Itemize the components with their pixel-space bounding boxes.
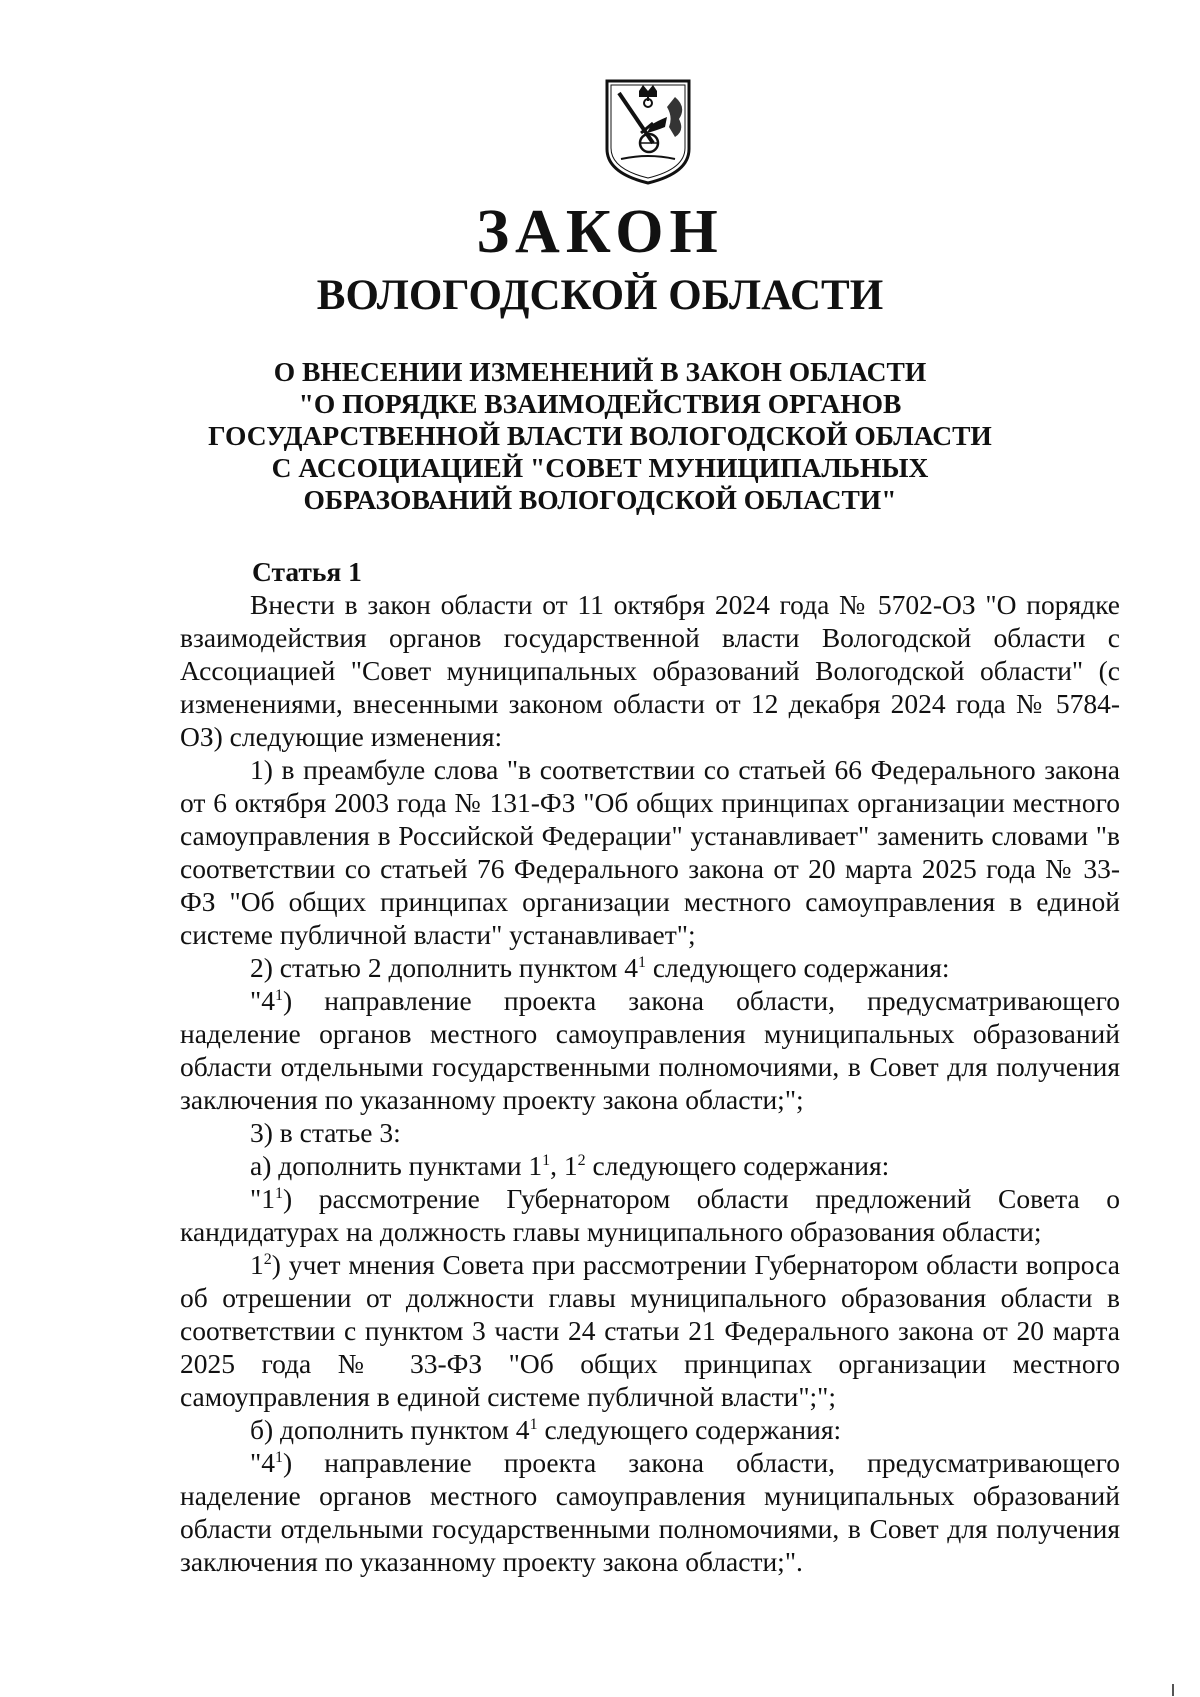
text-span: а) дополнить пунктами 1 — [250, 1150, 543, 1181]
superscript: 1 — [274, 1185, 283, 1202]
paragraph-intro: Внести в закон области от 11 октября 2024 года № 5702-ОЗ "О порядке взаимодействия органов государственной власти Вологодской области с Ассоциацией "Совет муниципальных образований Вологодской области" (с изменениями, внесенными законом области от 12 декабря 2024 года № 5784-ОЗ) следующие изменения: — [180, 589, 1120, 752]
text-span: следующего содержания: — [645, 952, 950, 983]
superscript: 1 — [529, 1416, 538, 1433]
heading-line: О ВНЕСЕНИИ ИЗМЕНЕНИЙ В ЗАКОН ОБЛАСТИ — [273, 356, 927, 387]
superscript: 1 — [274, 987, 283, 1004]
text-span: 2) статью 2 дополнить пунктом 4 — [250, 952, 638, 983]
article-title: Статья 1 — [252, 556, 362, 587]
law-heading — [150, 356, 1050, 516]
superscript: 1 — [637, 954, 646, 971]
heading-line: "О ПОРЯДКЕ ВЗАИМОДЕЙСТВИЯ ОРГАНОВ — [298, 388, 902, 419]
heading-line: С АССОЦИАЦИЕЙ "СОВЕТ МУНИЦИПАЛЬНЫХ — [271, 452, 929, 483]
paragraph-quote-2 — [180, 1182, 1120, 1248]
paragraph-item-1: 1) в преамбуле слова "в соответствии со статьей 66 Федерального закона от 6 октября 2003 года № 131-ФЗ "Об общих принципах организации местного самоуправления в Российской Федерации" устанавливает" заменить словами "в соответствии со статьей 76 Федерального закона от 20 марта 2025 года № 33-ФЗ "Об общих принципах организации местного самоуправления в единой системе публичной власти" устанавливает"; — [180, 754, 1120, 950]
text-span: ) направление проекта закона области, предусматривающего наделение органов местного самоуправления муниципальных образований области отдельными государственными полномочиями, в Совет для получения заключения по указанному проекту закона области;"; — [180, 985, 1120, 1115]
text-span: ) учет мнения Совета при рассмотрении Губернатором области вопроса об отрешении от должности главы муниципального образования области в соответствии с пунктом 3 части 24 статьи 21 Федерального закона от 20 марта 2025 года № 33-ФЗ "Об общих принципах организации местного самоуправления в единой системе публичной власти";"; — [180, 1249, 1120, 1412]
paragraph-sub-a — [180, 1149, 1120, 1182]
heading-line: ГОСУДАРСТВЕННОЙ ВЛАСТИ ВОЛОГОДСКОЙ ОБЛАСТИ — [208, 420, 992, 451]
text-span: следующего содержания: — [585, 1150, 890, 1181]
paragraph-item-2 — [180, 951, 1120, 984]
text-span: , 1 — [550, 1150, 578, 1181]
superscript: 2 — [577, 1152, 586, 1169]
text-span: ) направление проекта закона области, предусматривающего наделение органов местного самоуправления муниципальных образований области отдельными государственными полномочиями, в Совет для получения заключения по указанному проекту закона области;". — [180, 1447, 1120, 1577]
text-span: б) дополнить пунктом 4 — [250, 1414, 530, 1445]
text-span: "1 — [250, 1183, 275, 1214]
text-span: "4 — [250, 1447, 275, 1478]
text-span: 1 — [250, 1249, 264, 1280]
scan-mark — [1172, 1684, 1174, 1696]
paragraph-sub-b — [180, 1413, 1120, 1446]
text-span: следующего содержания: — [537, 1414, 842, 1445]
paragraph-quote-1 — [180, 984, 1120, 1116]
paragraph-item-3: 3) в статье 3: — [250, 1117, 401, 1148]
paragraph-quote-4 — [180, 1446, 1120, 1578]
paragraph-quote-3 — [180, 1248, 1120, 1413]
document-subtitle: ВОЛОГОДСКОЙ ОБЛАСТИ — [316, 272, 884, 319]
superscript: 1 — [542, 1152, 551, 1169]
vologda-coat-of-arms-icon — [603, 77, 693, 187]
text-span: ) рассмотрение Губернатором области предложений Совета о кандидатурах на должность главы муниципального образования области; — [180, 1183, 1120, 1247]
superscript: 2 — [263, 1251, 272, 1268]
document-body — [180, 555, 1120, 1578]
text-span: "4 — [250, 985, 275, 1016]
heading-line: ОБРАЗОВАНИЙ ВОЛОГОДСКОЙ ОБЛАСТИ" — [303, 484, 897, 515]
document-title: ЗАКОН — [476, 198, 724, 266]
superscript: 1 — [274, 1449, 283, 1466]
